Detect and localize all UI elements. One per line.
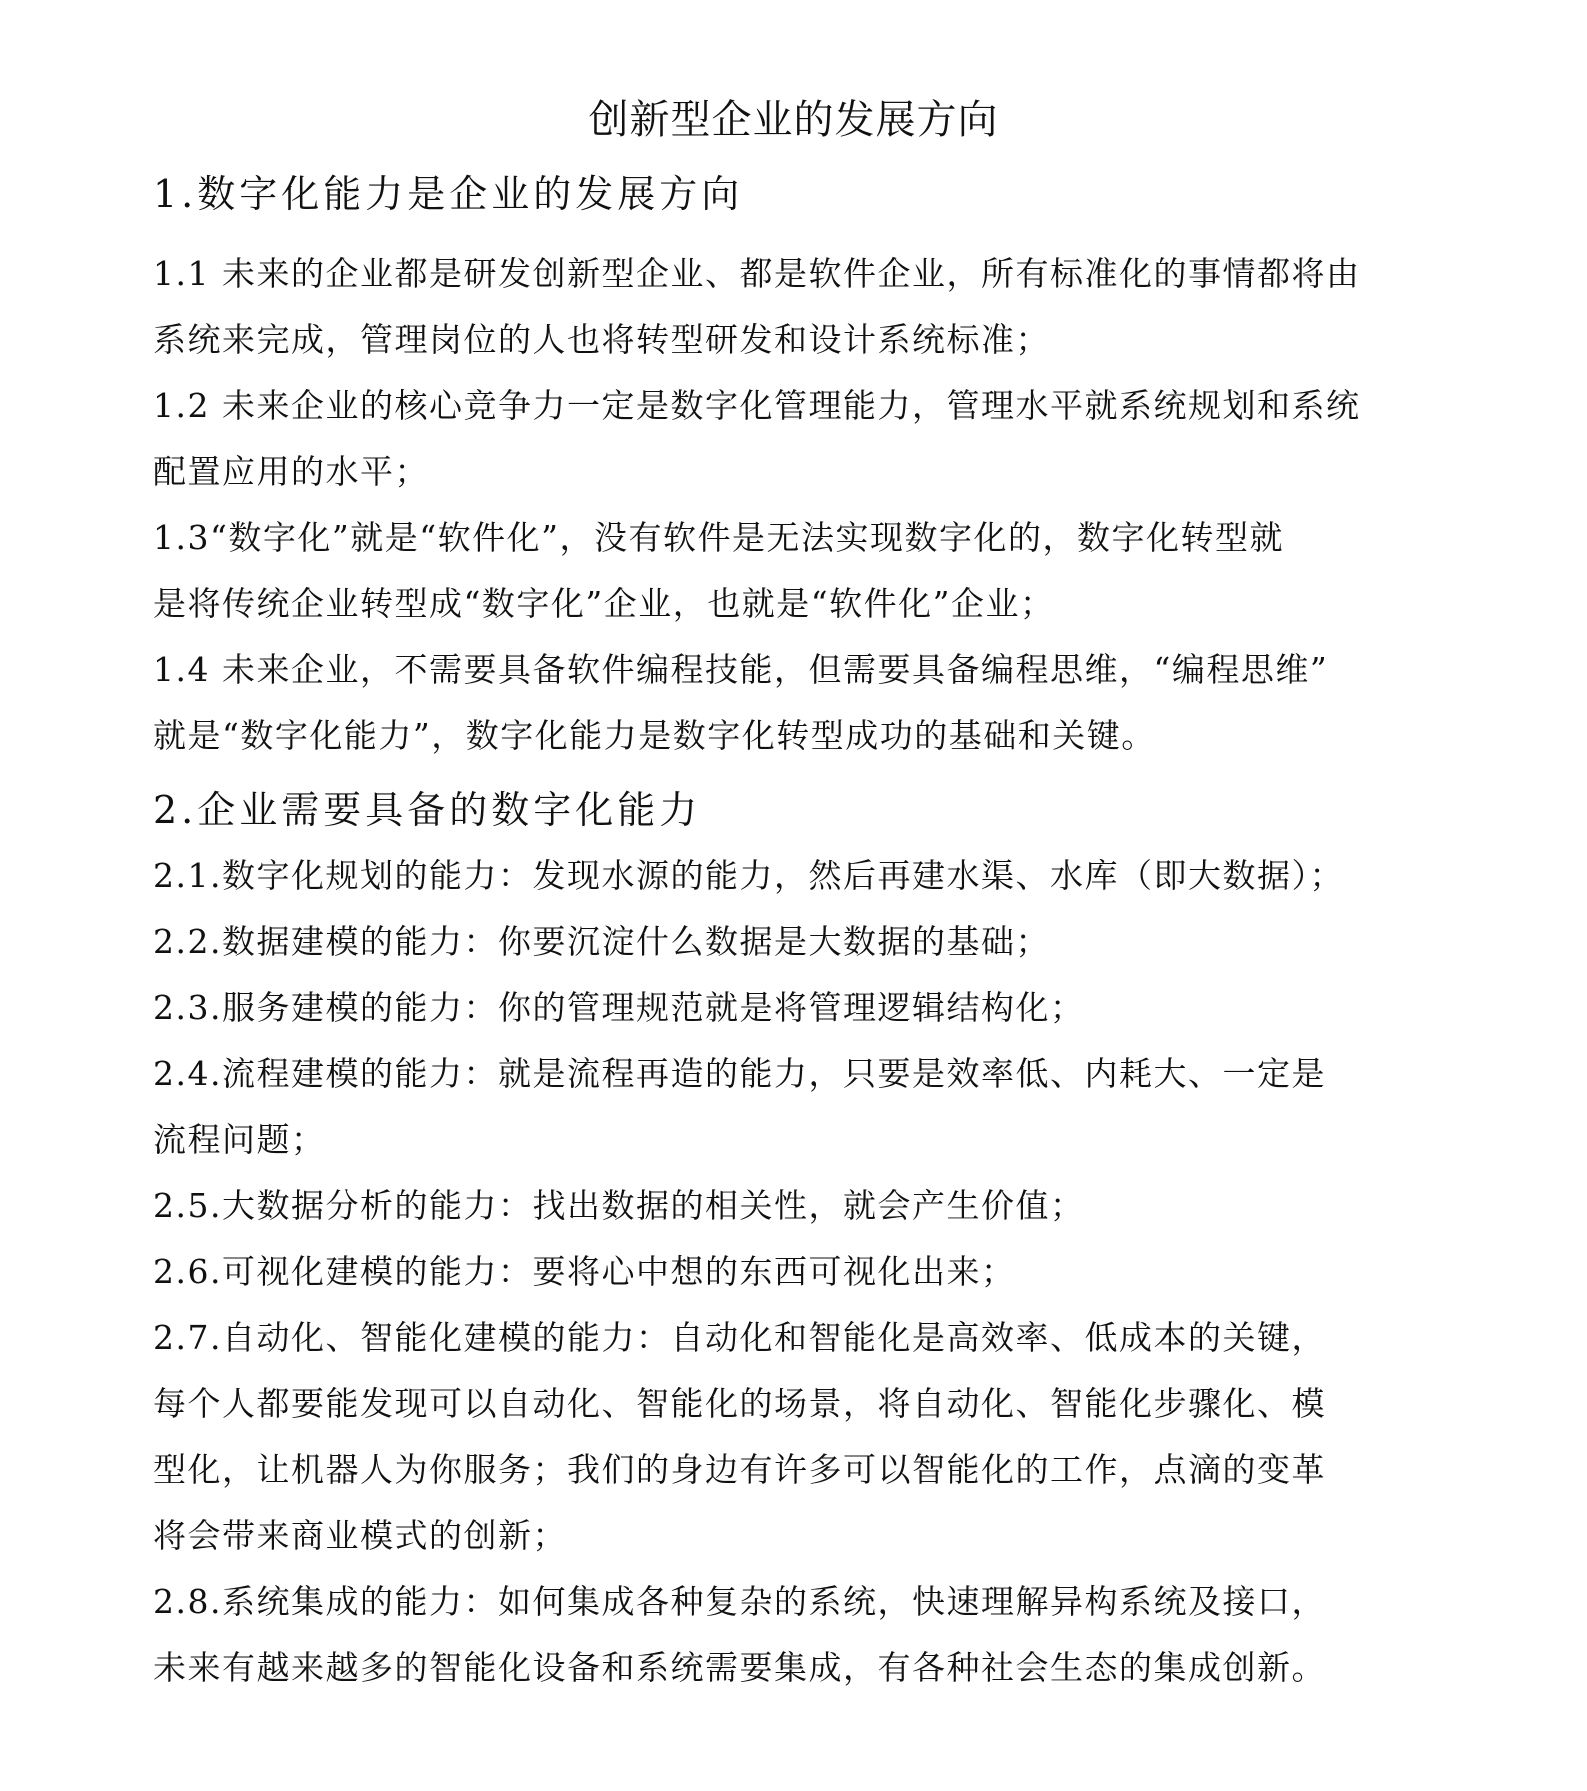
paragraph-line: 2.8.系统集成的能力：如何集成各种复杂的系统，快速理解异构系统及接口，: [153, 1582, 1326, 1621]
paragraph-line: 未来有越来越多的智能化设备和系统需要集成，有各种社会生态的集成创新。: [153, 1648, 1326, 1687]
paragraph-line: 系统来完成，管理岗位的人也将转型研发和设计系统标准；: [153, 320, 1050, 359]
paragraph-line: 是将传统企业转型成“数字化”企业，也就是“软件化”企业；: [153, 584, 1055, 623]
paragraph-line: 型化，让机器人为你服务；我们的身边有许多可以智能化的工作，点滴的变革: [153, 1450, 1326, 1489]
section-2-heading: 2.企业需要具备的数字化能力: [153, 788, 702, 832]
paragraph-line: 每个人都要能发现可以自动化、智能化的场景，将自动化、智能化步骤化、模: [153, 1384, 1326, 1423]
paragraph-line: 1.2 未来企业的核心竞争力一定是数字化管理能力，管理水平就系统规划和系统: [153, 386, 1361, 425]
paragraph-line: 2.1.数字化规划的能力：发现水源的能力，然后再建水渠、水库（即大数据）；: [153, 856, 1344, 895]
section-2-body: [153, 843, 1443, 1701]
paragraph-line: 2.7.自动化、智能化建模的能力：自动化和智能化是高效率、低成本的关键，: [153, 1318, 1326, 1357]
paragraph-line: 配置应用的水平；: [153, 452, 429, 491]
paragraph-line: 2.2.数据建模的能力：你要沉淀什么数据是大数据的基础；: [153, 922, 1050, 961]
paragraph-line: 就是“数字化能力”，数字化能力是数字化转型成功的基础和关键。: [153, 716, 1156, 755]
paragraph-line: 2.3.服务建模的能力：你的管理规范就是将管理逻辑结构化；: [153, 988, 1085, 1027]
paragraph-line: 2.4.流程建模的能力：就是流程再造的能力，只要是效率低、内耗大、一定是: [153, 1054, 1326, 1093]
section-1-heading: 1.数字化能力是企业的发展方向: [153, 172, 744, 216]
paragraph-line: 将会带来商业模式的创新；: [153, 1516, 567, 1555]
document-title: 创新型企业的发展方向: [588, 97, 999, 143]
paragraph-line: 1.3“数字化”就是“软件化”，没有软件是无法实现数字化的，数字化转型就: [153, 518, 1284, 557]
paragraph-line: 流程问题；: [153, 1120, 326, 1159]
paragraph-line: 1.4 未来企业，不需要具备软件编程技能，但需要具备编程思维，“编程思维”: [153, 650, 1329, 689]
paragraph-line: 2.6.可视化建模的能力：要将心中想的东西可视化出来；: [153, 1252, 1016, 1291]
section-1-body: [153, 241, 1443, 769]
paragraph-line: 2.5.大数据分析的能力：找出数据的相关性，就会产生价值；: [153, 1186, 1085, 1225]
paragraph-line: 1.1 未来的企业都是研发创新型企业、都是软件企业，所有标准化的事情都将由: [153, 254, 1361, 293]
